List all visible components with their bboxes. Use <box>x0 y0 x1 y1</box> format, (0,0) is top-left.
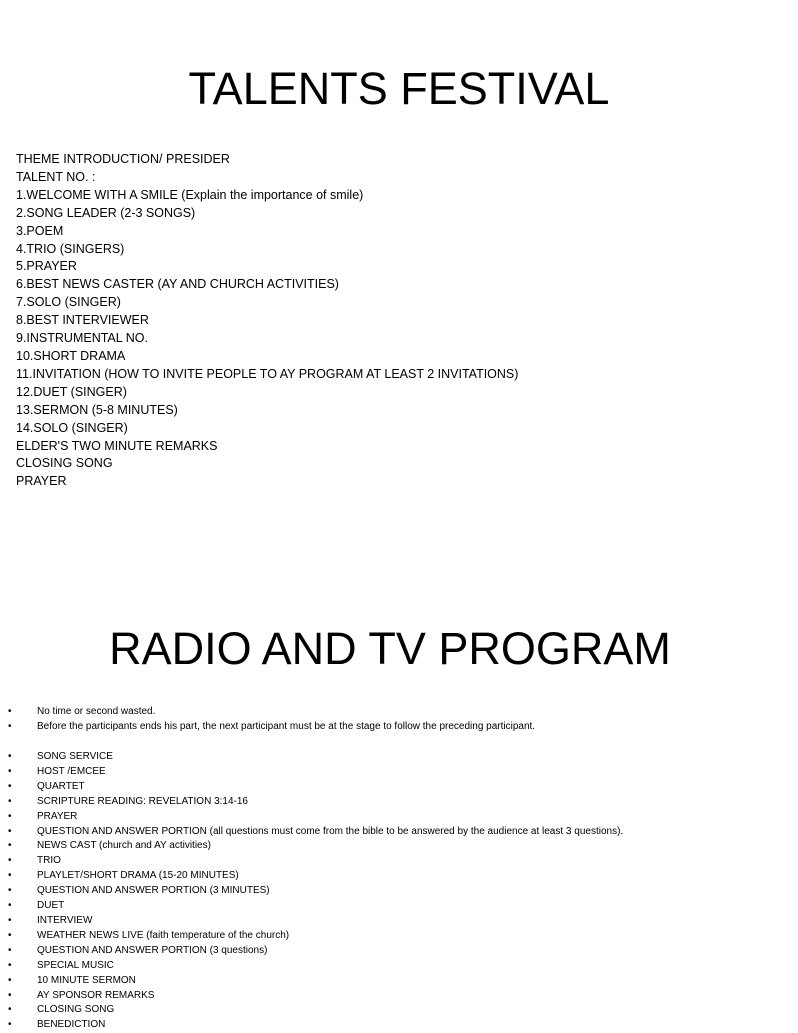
program-notes-list <box>0 705 535 735</box>
bullet-icon: • <box>8 855 12 867</box>
list-item: 1.WELCOME WITH A SMILE (Explain the importance of smile) <box>16 187 364 202</box>
list-item-text: HOST /EMCEE <box>37 765 106 777</box>
radio-tv-program-list <box>0 750 623 1033</box>
bullet-icon: • <box>8 825 12 837</box>
list-item <box>0 869 623 884</box>
list-item <box>0 884 623 899</box>
bullet-icon: • <box>8 765 12 777</box>
bullet-icon: • <box>8 1004 12 1016</box>
list-item: THEME INTRODUCTION/ PRESIDER <box>16 152 230 166</box>
list-item: 12.DUET (SINGER) <box>16 384 127 399</box>
list-item <box>0 914 623 929</box>
list-item: 6.BEST NEWS CASTER (AY AND CHURCH ACTIVITIES) <box>16 277 339 292</box>
list-item-text: No time or second wasted. <box>37 706 156 717</box>
bullet-icon: • <box>8 974 12 986</box>
list-item <box>0 720 535 735</box>
list-item-text: SCRIPTURE READING: REVELATION 3:14-16 <box>37 795 248 807</box>
bullet-icon: • <box>8 751 12 762</box>
bullet-icon: • <box>8 795 12 807</box>
talents-festival-list <box>16 151 518 491</box>
list-item-text: PLAYLET/SHORT DRAMA (15-20 MINUTES) <box>37 870 239 882</box>
list-item: ELDER'S TWO MINUTE REMARKS <box>16 438 218 453</box>
list-item-text: TRIO <box>37 855 61 867</box>
list-item-text: Before the participants ends his part, the next participant must be at the stage to follow the preceding participant. <box>37 720 536 732</box>
list-item-text: CLOSING SONG <box>37 1004 115 1016</box>
list-item <box>0 750 623 765</box>
bullet-icon: • <box>8 929 12 941</box>
bullet-icon: • <box>8 810 12 822</box>
list-item-text: QUARTET <box>37 780 85 792</box>
bullet-icon: • <box>8 706 12 717</box>
list-item <box>0 780 623 795</box>
list-item <box>0 899 623 914</box>
bullet-icon: • <box>8 989 12 1001</box>
list-item-text: NEWS CAST (church and AY activities) <box>37 840 211 852</box>
list-item <box>0 705 535 720</box>
list-item <box>0 825 623 840</box>
list-item <box>0 810 623 825</box>
list-item: 7.SOLO (SINGER) <box>16 295 121 310</box>
bullet-icon: • <box>8 914 12 926</box>
list-item: 2.SONG LEADER (2-3 SONGS) <box>16 205 196 220</box>
list-item: CLOSING SONG <box>16 456 113 471</box>
list-item-text: DUET <box>37 900 65 912</box>
list-item: 3.POEM <box>16 223 64 238</box>
list-item: 5.PRAYER <box>16 259 77 274</box>
bullet-icon: • <box>8 959 12 971</box>
bullet-icon: • <box>8 885 12 897</box>
list-item <box>0 974 623 989</box>
list-item-text: 10 MINUTE SERMON <box>37 974 136 986</box>
talents-festival-title: TALENTS FESTIVAL <box>188 63 610 114</box>
list-item-text: WEATHER NEWS LIVE (faith temperature of the church) <box>37 929 290 941</box>
list-item-text: SPECIAL MUSIC <box>37 959 114 971</box>
list-item: 10.SHORT DRAMA <box>16 348 126 363</box>
list-item: 9.INSTRUMENTAL NO. <box>16 331 148 346</box>
bullet-icon: • <box>8 900 12 912</box>
list-item <box>0 929 623 944</box>
list-item: 11.INVITATION (HOW TO INVITE PEOPLE TO AY PROGRAM AT LEAST 2 INVITATIONS) <box>16 366 519 381</box>
list-item: 8.BEST INTERVIEWER <box>16 313 149 328</box>
list-item: 14.SOLO (SINGER) <box>16 420 128 435</box>
list-item <box>0 989 623 1004</box>
list-item-text: QUESTION AND ANSWER PORTION (3 MINUTES) <box>37 885 270 897</box>
list-item-text: BENEDICTION <box>37 1019 106 1031</box>
list-item-text: QUESTION AND ANSWER PORTION (3 questions) <box>37 944 268 956</box>
bullet-icon: • <box>8 780 12 792</box>
bullet-icon: • <box>8 870 12 882</box>
list-item <box>0 1003 623 1018</box>
list-item-text: SONG SERVICE <box>37 751 113 762</box>
radio-tv-program-title: RADIO AND TV PROGRAM <box>109 623 671 674</box>
list-item-text: PRAYER <box>37 810 78 822</box>
list-item <box>0 765 623 780</box>
list-item <box>0 854 623 869</box>
bullet-icon: • <box>8 720 12 732</box>
list-item <box>0 959 623 974</box>
list-item: PRAYER <box>16 474 67 489</box>
bullet-icon: • <box>8 1019 12 1031</box>
bullet-icon: • <box>8 944 12 956</box>
list-item-text: QUESTION AND ANSWER PORTION (all questions must come from the bible to be answered by the audience at least 3 questions). <box>37 825 624 837</box>
list-item <box>0 944 623 959</box>
list-item-text: AY SPONSOR REMARKS <box>37 989 155 1001</box>
list-item-text: INTERVIEW <box>37 914 93 926</box>
list-item: 4.TRIO (SINGERS) <box>16 241 125 256</box>
list-item <box>0 1018 623 1033</box>
list-item <box>0 795 623 810</box>
list-item: 13.SERMON (5-8 MINUTES) <box>16 402 178 417</box>
bullet-icon: • <box>8 840 12 852</box>
list-item: TALENT NO. : <box>16 169 96 184</box>
list-item <box>0 839 623 854</box>
